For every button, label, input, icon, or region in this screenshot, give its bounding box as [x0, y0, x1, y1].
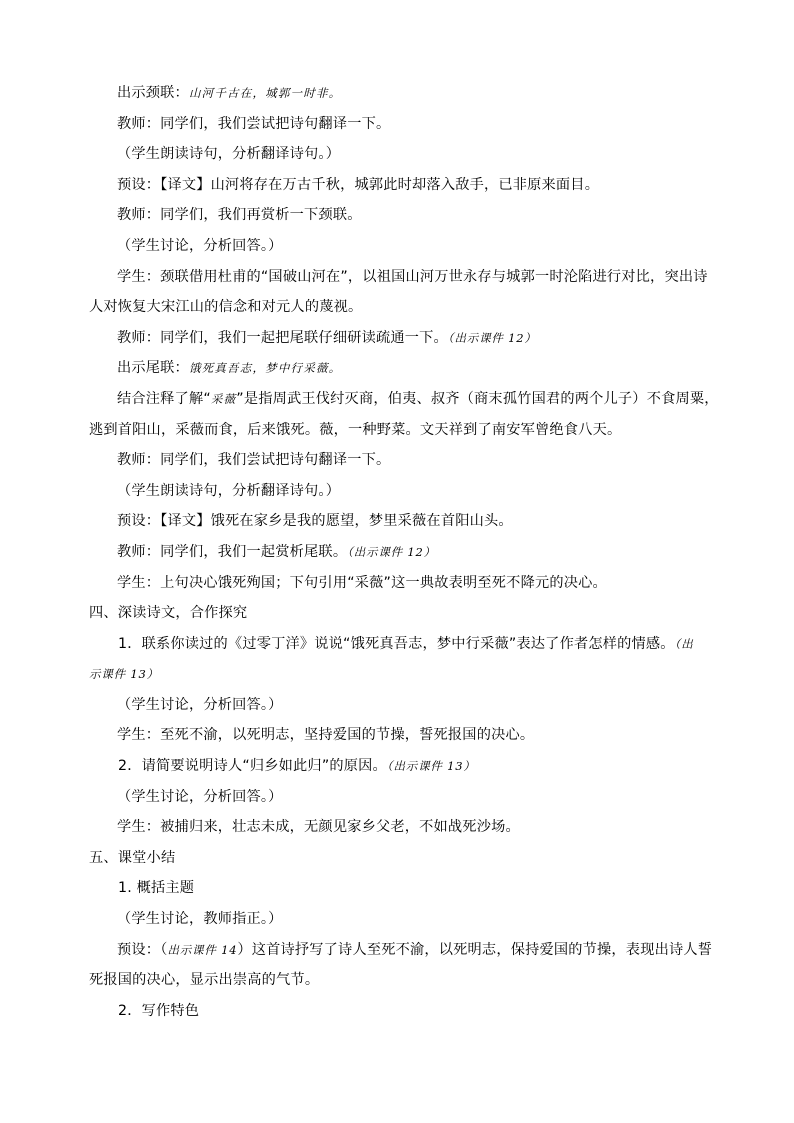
- text-line: 2．写作特色: [118, 1002, 200, 1019]
- text-line: 1．联系你读过的《过零丁洋》说说“饿死真吾志，梦中行采薇”表达了作者怎样的情感。（出: [118, 635, 694, 652]
- courseware-note: （出示课件 13）: [386, 759, 476, 774]
- text-line: 逃到首阳山，采薇而食，后来饿死。薇，一种野菜。文天祥到了南安军曾绝食八天。: [89, 421, 622, 438]
- text-line: （学生朗读诗句，分析翻译诗句。）: [117, 146, 341, 163]
- text-line: 预设：【译文】饿死在家乡是我的愿望，梦里采薇在首阳山头。: [117, 513, 513, 530]
- text-line: 教师：同学们，我们尝试把诗句翻译一下。: [117, 115, 391, 132]
- courseware-note: 出示课件 14: [167, 942, 238, 957]
- text-line: （学生讨论，分析回答。）: [117, 788, 283, 805]
- text-line: （学生讨论，分析回答。）: [117, 696, 283, 713]
- text-line: 2．请简要说明诗人“归乡如此归”的原因。（出示课件 13）: [118, 758, 476, 775]
- courseware-note: 示课件 13）: [89, 667, 159, 682]
- handwritten-text: 采薇: [210, 391, 237, 406]
- text-line: 预设：（出示课件 14）这首诗抒写了诗人至死不渝，以死明志，保持爱国的节操，表现出诗人誓: [117, 941, 713, 958]
- text-line: 学生：上句决心饿死殉国；下句引用“采薇”这一典故表明至死不降元的决心。: [117, 574, 607, 591]
- text-line: （学生讨论，分析回答。）: [117, 237, 283, 254]
- text-line: 出示颈联：山河千古在，城郭一时非。: [117, 85, 342, 101]
- text-line: [89, 659, 734, 690]
- courseware-note: （出示课件 12）: [347, 544, 436, 559]
- text-line: 出示尾联：饿死真吾志，梦中行采薇。: [117, 360, 342, 377]
- text-line: 学生：被捕归来，壮志未成，无颜见家乡父老，不如战死沙场。: [117, 819, 520, 836]
- text-line: （学生讨论，教师指正。）: [117, 911, 283, 928]
- courseware-note: （出示课件 12）: [447, 330, 537, 345]
- text-line: 学生：至死不渝，以死明志，坚持爱国的节操，誓死报国的决心。: [117, 727, 535, 744]
- text-line: （学生朗读诗句，分析翻译诗句。）: [117, 482, 341, 499]
- handwritten-text: 山河千古在，城郭一时非。: [188, 86, 342, 100]
- text-line: 学生：颈联借用杜甫的“国破山河在”，以祖国山河万世永存与城郭一时沦陷进行对比，突出诗: [117, 268, 708, 285]
- text-line: 教师：同学们，我们尝试把诗句翻译一下。: [117, 452, 391, 469]
- text-line: 结合注释了解“采薇”是指周武王伐纣灭商，伯夷、叔齐（商末孤竹国君的两个儿子）不食周粟，: [117, 390, 719, 407]
- section-heading: 四、深读诗文，合作探究: [89, 605, 248, 622]
- text-line: 人对恢复大宋江山的信念和对元人的蔑视。: [89, 299, 363, 316]
- handwritten-text: 饿死真吾志，梦中行采薇。: [188, 361, 342, 376]
- courseware-note: （出: [674, 636, 694, 651]
- text-line: 教师：同学们，我们再赏析一下颈联。: [117, 207, 362, 224]
- text-line: 死报国的决心，显示出崇高的气节。: [89, 972, 320, 989]
- text-line: 教师：同学们，我们一起赏析尾联。（出示课件 12）: [117, 543, 436, 560]
- text-line: 预设：【译文】山河将存在万古千秋，城郭此时却落入敌手，已非原来面目。: [117, 176, 600, 193]
- text-line: 教师：同学们，我们一起把尾联仔细研读疏通一下。（出示课件 12）: [117, 329, 537, 346]
- text-line: 1. 概括主题: [118, 880, 195, 897]
- section-heading: 五、课堂小结: [89, 849, 176, 866]
